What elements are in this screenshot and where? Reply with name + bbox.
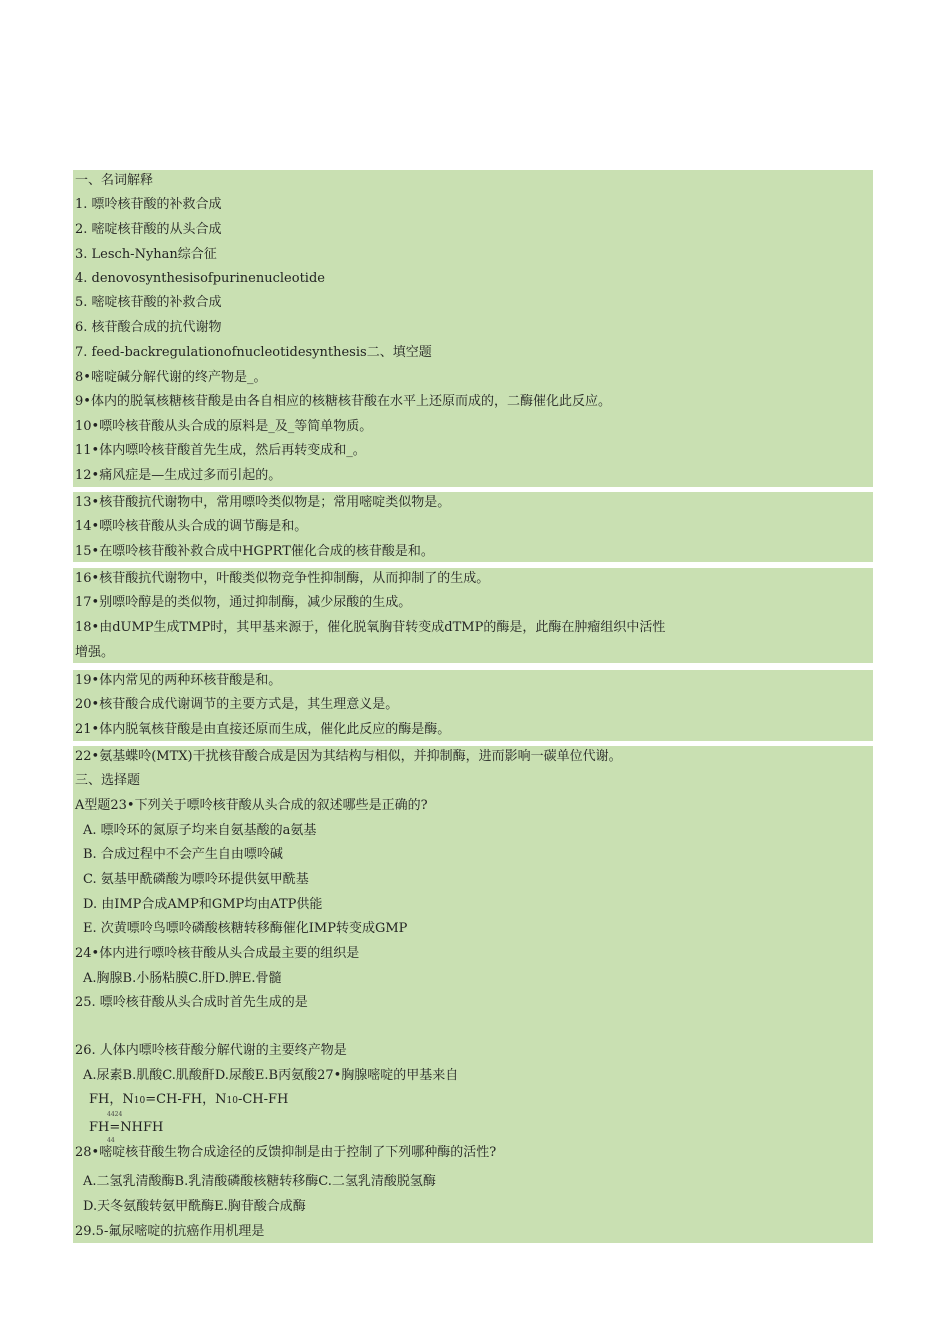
formula-subscript-row: 44 xyxy=(107,1137,115,1144)
fill-question: 10•嘌呤核苷酸从头合成的原料是_及_等简单物质。 xyxy=(75,419,373,434)
fill-question: 21•体内脱氧核苷酸是由直接还原而生成，催化此反应的酶是酶。 xyxy=(75,722,451,737)
section-title-definitions: 一、名词解释 xyxy=(75,173,154,188)
highlight-block-3 xyxy=(73,568,873,663)
highlight-block-1 xyxy=(73,170,873,487)
formula-subscript: 10 xyxy=(226,1096,238,1106)
fill-question: 17•别嘌呤醇是的类似物，通过抑制酶，减少尿酸的生成。 xyxy=(75,595,412,610)
question-25: 25. 嘌呤核苷酸从头合成时首先生成的是 xyxy=(75,995,308,1010)
question-29: 29.5-氟尿嘧啶的抗癌作用机理是 xyxy=(75,1224,265,1239)
fill-question: 20•核苷酸合成代谢调节的主要方式是，其生理意义是。 xyxy=(75,697,399,712)
formula-subscript: 10 xyxy=(133,1096,146,1106)
question-24: 24•体内进行嘌呤核苷酸从头合成最主要的组织是 xyxy=(75,946,360,961)
fill-question: 12•痛风症是—生成过多而引起的。 xyxy=(75,468,282,483)
question-27-option-formula xyxy=(89,1091,288,1110)
fill-question: 9•体内的脱氧核糖核苷酸是由各自相应的核糖核苷酸在水平上还原而成的，二酶催化此反应。 xyxy=(75,394,611,409)
fill-question: 16•核苷酸抗代谢物中，叶酸类似物竞争性抑制酶，从而抑制了的生成。 xyxy=(75,571,490,586)
fill-question: 13•核苷酸抗代谢物中，常用嘌呤类似物是；常用嘧啶类似物是。 xyxy=(75,495,451,510)
formula-part: FH，N xyxy=(89,1092,134,1107)
option-item: E. 次黄嘌呤鸟嘌呤磷酸核糖转移酶催化IMP转变成GMP xyxy=(83,921,408,936)
question-23: A型题23•下列关于嘌呤核苷酸从头合成的叙述哪些是正确的? xyxy=(75,798,428,813)
fill-question: 14•嘌呤核苷酸从头合成的调节酶是和。 xyxy=(75,519,308,534)
fill-question: 18•由dUMP生成TMP时，其甲基来源于，催化脱氧胸苷转变成dTMP的酶是，此酶在肿瘤组织中活性 xyxy=(75,620,666,635)
question-26: 26. 人体内嘌呤核苷酸分解代谢的主要终产物是 xyxy=(75,1043,347,1058)
highlight-block-5 xyxy=(73,746,873,1243)
option-item: A. 嘌呤环的氮原子均来自氨基酸的a氨基 xyxy=(83,823,317,838)
question-27-option-formula: FH=NHFH xyxy=(89,1120,164,1135)
question-24-options: A.胸腺B.小肠粘膜C.肝D.脾E.骨髓 xyxy=(83,971,282,986)
definition-item: 5. 嘧啶核苷酸的补救合成 xyxy=(75,295,222,310)
question-28-options: A.二氢乳清酸酶B.乳清酸磷酸核糖转移酶C.二氢乳清酸脱氢酶 xyxy=(83,1174,436,1189)
question-28: 28•嘧啶核苷酸生物合成途径的反馈抑制是由于控制了下列哪种酶的活性? xyxy=(75,1145,497,1160)
fill-question-continued: 增强。 xyxy=(75,645,115,660)
formula-subscript-row: 4424 xyxy=(107,1111,123,1118)
highlight-block-2 xyxy=(73,492,873,562)
definition-item: 7. feed-backregulationofnucleotidesynthesis二、填空题 xyxy=(75,345,432,360)
question-28-options: D.天冬氨酸转氨甲酰酶E.胸苷酸合成酶 xyxy=(83,1199,306,1214)
option-item: D. 由IMP合成AMP和GMP均由ATP供能 xyxy=(83,897,323,912)
fill-question: 15•在嘌呤核苷酸补救合成中HGPRT催化合成的核苷酸是和。 xyxy=(75,544,434,559)
fill-question: 19•体内常见的两种环核苷酸是和。 xyxy=(75,673,282,688)
question-26-options: A.尿素B.肌酸C.肌酸酐D.尿酸E.B丙氨酸27•胸腺嘧啶的甲基来自 xyxy=(83,1068,459,1083)
fill-question: 11•体内嘌呤核苷酸首先生成，然后再转变成和_。 xyxy=(75,443,366,458)
option-item: C. 氨基甲酰磷酸为嘌呤环提供氨甲酰基 xyxy=(83,872,309,887)
definition-item: 4. denovosynthesisofpurinenucleotide xyxy=(75,271,325,286)
definition-item: 2. 嘧啶核苷酸的从头合成 xyxy=(75,222,222,237)
definition-item: 1. 嘌呤核苷酸的补救合成 xyxy=(75,197,222,212)
definition-item: 3. Lesch-Nyhan综合征 xyxy=(75,247,217,262)
formula-part: -CH-FH xyxy=(237,1092,289,1107)
highlight-block-4 xyxy=(73,670,873,741)
fill-question: 22•氨基蝶呤(MTX)干扰核苷酸合成是因为其结构与相似，并抑制酶，进而影响一碳单位代谢。 xyxy=(75,749,622,764)
fill-question: 8•嘧啶碱分解代谢的终产物是_。 xyxy=(75,370,267,385)
section-title-choice: 三、选择题 xyxy=(75,773,141,788)
definition-item: 6. 核苷酸合成的抗代谢物 xyxy=(75,320,222,335)
option-item: B. 合成过程中不会产生自由嘌呤碱 xyxy=(83,847,283,862)
formula-part: =CH-FH，N xyxy=(145,1092,227,1107)
